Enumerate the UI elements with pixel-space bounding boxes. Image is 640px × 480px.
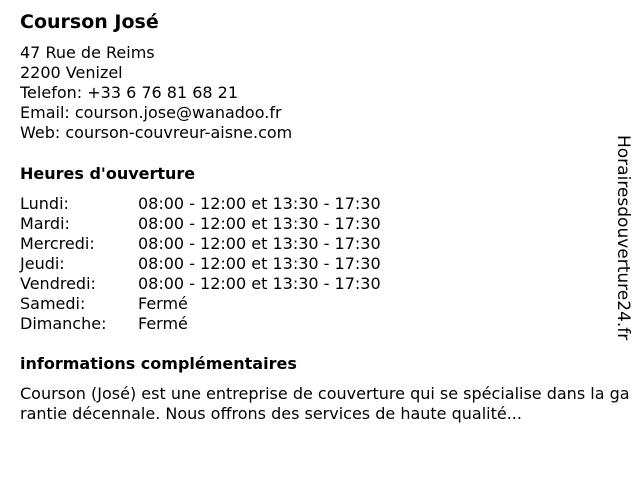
hours-title: Heures d'ouverture — [20, 164, 196, 183]
hours-row-mardi — [20, 214, 620, 234]
business-name: Courson José — [20, 11, 159, 33]
hours-time: 08:00 - 12:00 et 13:30 - 17:30 — [138, 214, 381, 233]
hours-row-mercredi — [20, 234, 620, 254]
hours-day: Lundi: — [20, 194, 69, 213]
hours-day: Jeudi: — [20, 254, 65, 273]
hours-time: 08:00 - 12:00 et 13:30 - 17:30 — [138, 194, 381, 213]
hours-row-lundi — [20, 194, 620, 214]
hours-row-jeudi — [20, 254, 620, 274]
hours-day: Samedi: — [20, 294, 86, 313]
hours-time: Fermé — [138, 314, 188, 333]
email-line: Email: courson.jose@wanadoo.fr — [20, 103, 282, 122]
hours-row-dimanche — [20, 314, 620, 334]
contact-block — [20, 43, 620, 143]
hours-table — [20, 194, 620, 334]
info-title: informations complémentaires — [20, 354, 297, 373]
hours-time: 08:00 - 12:00 et 13:30 - 17:30 — [138, 254, 381, 273]
hours-time: 08:00 - 12:00 et 13:30 - 17:30 — [138, 274, 381, 293]
site-watermark: Horairesdouverture24.fr — [613, 135, 633, 341]
hours-row-samedi — [20, 294, 620, 314]
hours-time: Fermé — [138, 294, 188, 313]
info-description: Courson (José) est une entreprise de couverture qui se spécialise dans la garantie décennale. Nous offrons des services de haute qualité... — [20, 384, 630, 423]
web-line: Web: courson-couvreur-aisne.com — [20, 123, 293, 142]
hours-time: 08:00 - 12:00 et 13:30 - 17:30 — [138, 234, 381, 253]
hours-row-vendredi — [20, 274, 620, 294]
address-city: 2200 Venizel — [20, 63, 123, 82]
hours-day: Mardi: — [20, 214, 70, 233]
address-street: 47 Rue de Reims — [20, 43, 155, 62]
phone-line: Telefon: +33 6 76 81 68 21 — [20, 83, 239, 102]
hours-day: Mercredi: — [20, 234, 95, 253]
hours-day: Vendredi: — [20, 274, 96, 293]
hours-day: Dimanche: — [20, 314, 107, 333]
